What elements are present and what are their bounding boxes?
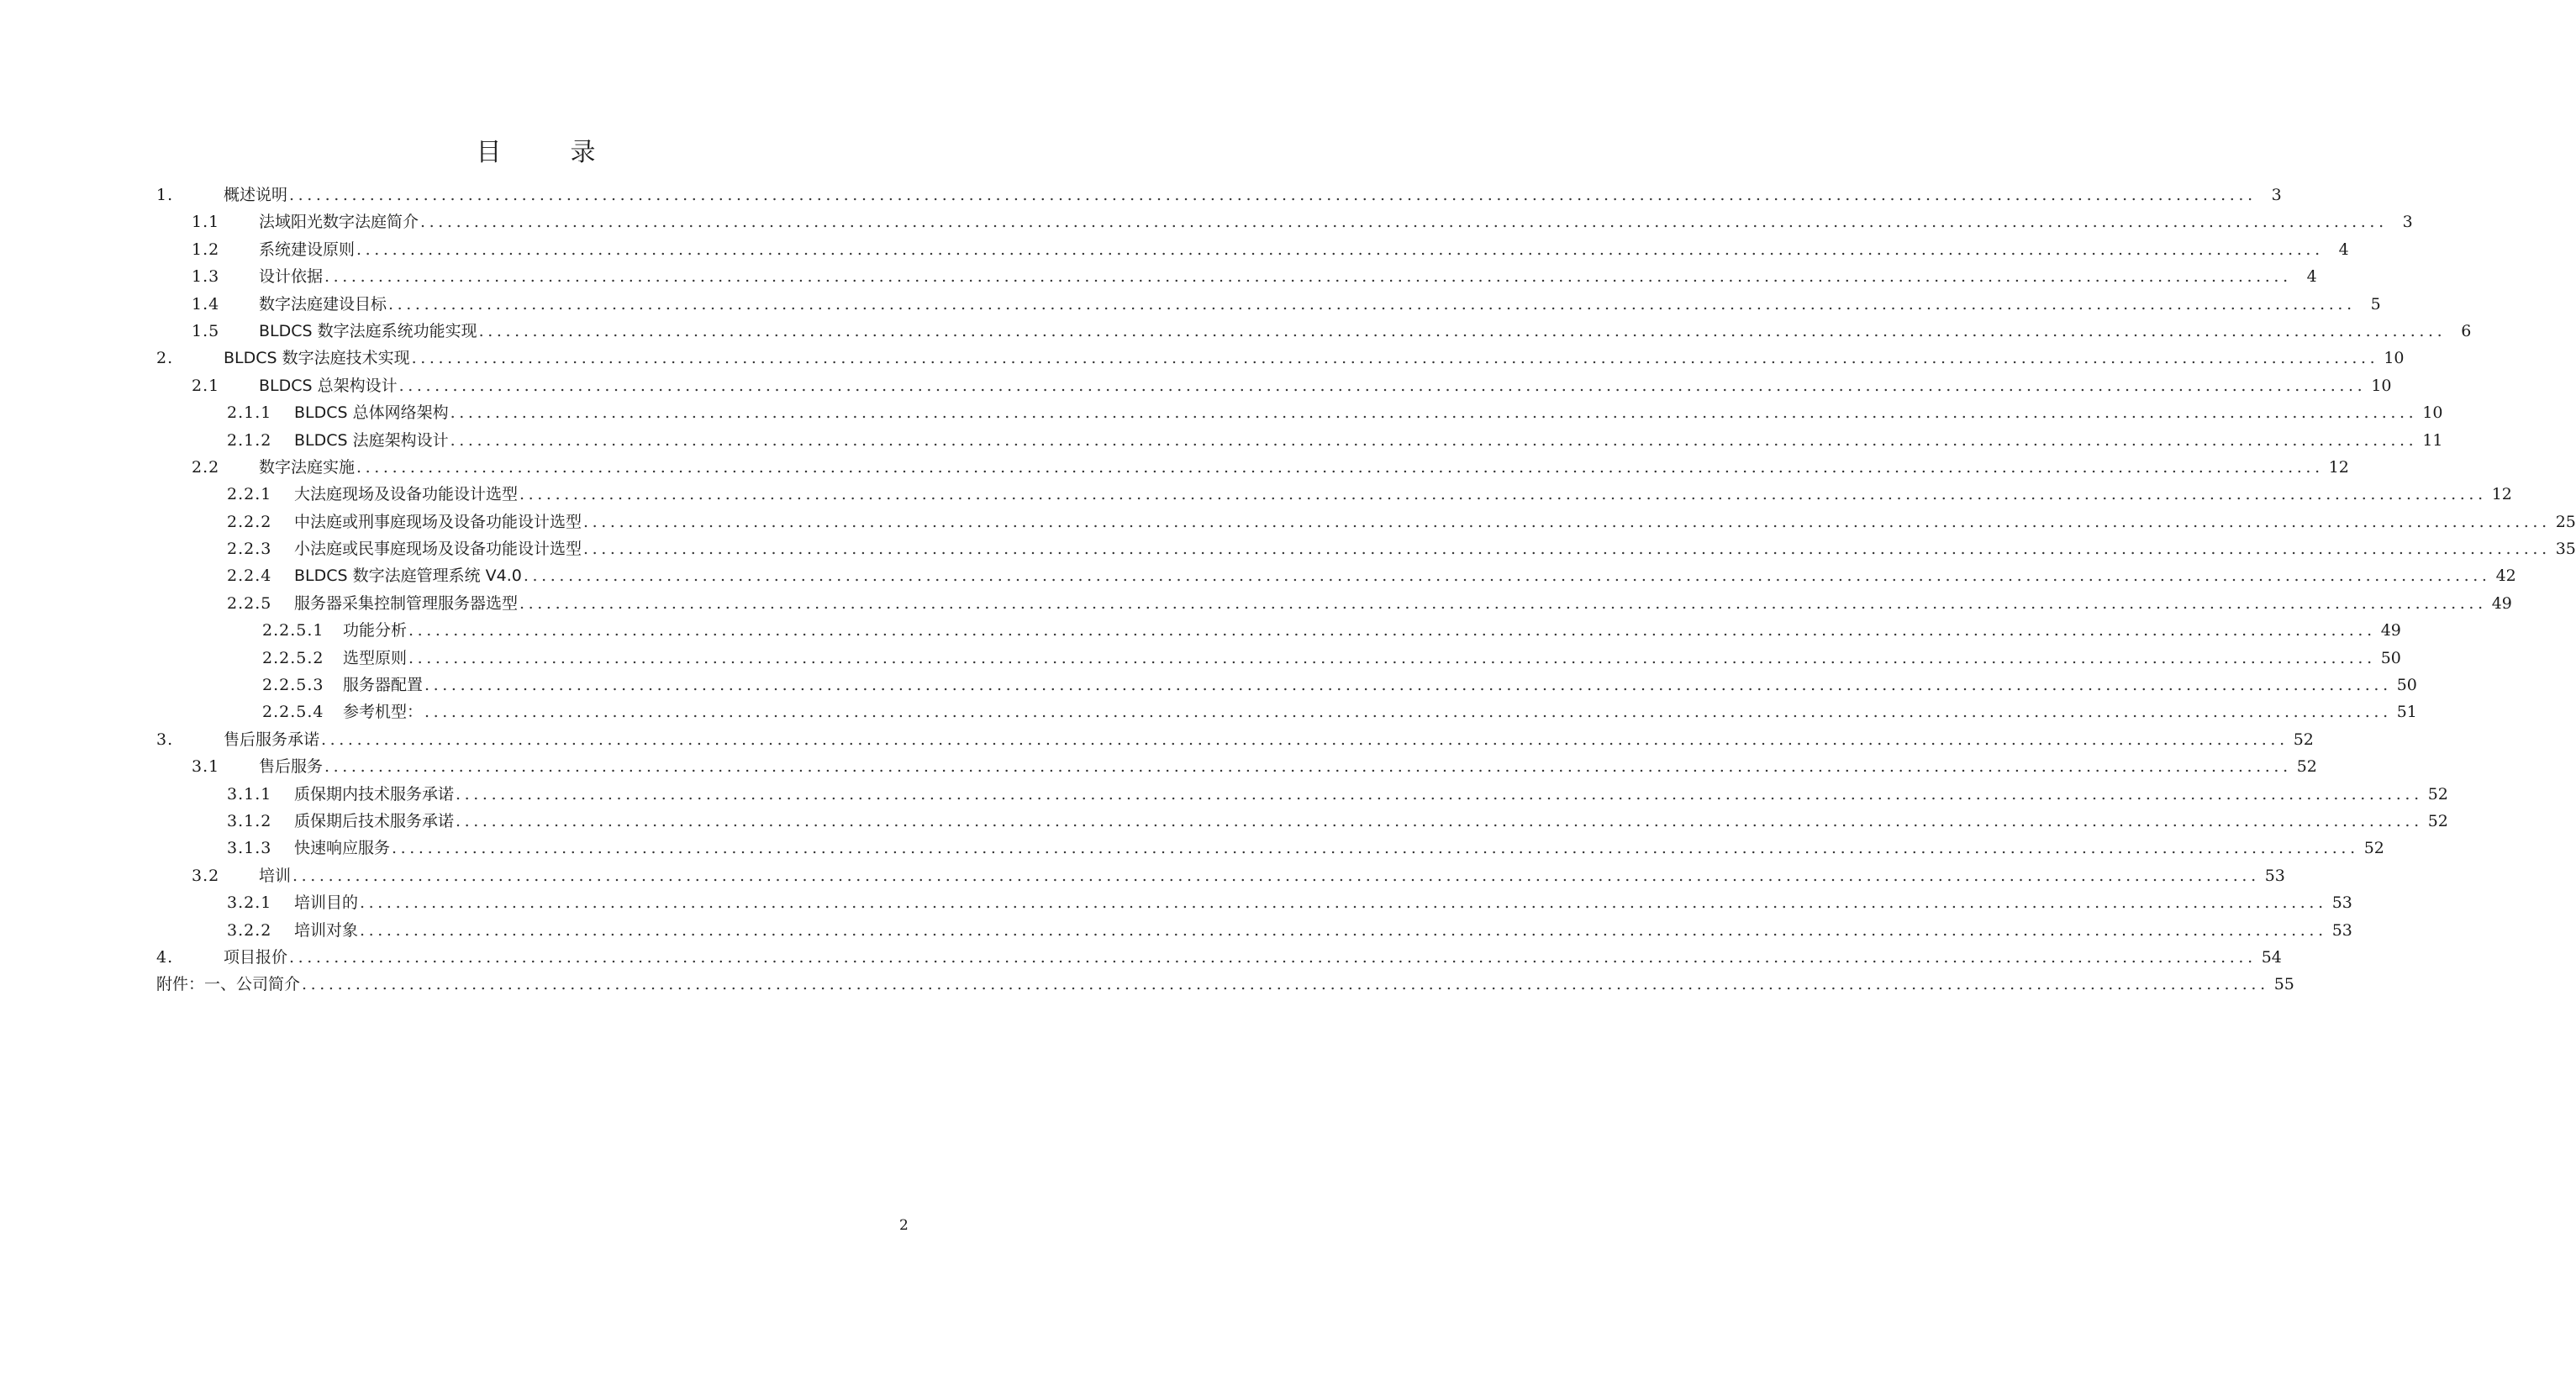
toc-entry-page: 4 [2306, 267, 2317, 287]
toc-dot-leader: ............................................................................................................................................................................................................................ [289, 947, 2257, 967]
toc-entry-title: BLDCS 总架构设计 [259, 376, 398, 395]
toc-entry-title: 数字法庭建设目标 [259, 294, 387, 314]
toc-entry[interactable] [156, 971, 2294, 998]
toc-entry[interactable] [156, 208, 2413, 235]
toc-entry[interactable] [156, 182, 2282, 208]
toc-entry-number: 3.1 [192, 757, 220, 777]
toc-dot-leader: ............................................................................................................................................................................................................................ [360, 893, 2327, 913]
toc-dot-leader: ............................................................................................................................................................................................................................ [478, 321, 2447, 340]
toc-entry-page: 10 [2422, 403, 2443, 423]
toc-entry-number: 1.5 [192, 321, 220, 340]
toc-entry-title: 设计依据 [259, 267, 324, 287]
toc-entry[interactable] [156, 944, 2282, 971]
toc-dot-leader: ............................................................................................................................................................................................................................ [321, 730, 2289, 749]
toc-dot-leader: ............................................................................................................................................................................................................................ [289, 186, 2257, 204]
toc-entry-number: 2.2.2 [227, 512, 272, 531]
toc-entry-number: 1.1 [192, 213, 220, 232]
toc-entry[interactable] [156, 372, 2392, 399]
toc-entry-page: 52 [2427, 784, 2448, 804]
toc-dot-leader: ............................................................................................................................................................................................................................ [583, 540, 2551, 559]
toc-dot-leader: ............................................................................................................................................................................................................................ [424, 703, 2392, 722]
toc-entry-page: 3 [2271, 186, 2282, 204]
toc-entry-number: 1.2 [192, 240, 220, 259]
toc-dot-leader: ............................................................................................................................................................................................................................ [523, 567, 2491, 586]
toc-entry[interactable] [156, 617, 2401, 644]
toc-dot-leader: ............................................................................................................................................................................................................................ [420, 213, 2388, 232]
toc-entry[interactable] [156, 399, 2443, 426]
toc-entry-page: 55 [2273, 975, 2294, 994]
toc-dot-leader: ............................................................................................................................................................................................................................ [392, 839, 2359, 858]
toc-entry-page: 11 [2422, 430, 2443, 450]
toc-dot-leader: ............................................................................................................................................................................................................................ [388, 294, 2356, 314]
toc-entry-page: 10 [2371, 376, 2392, 395]
page-number: 2 [899, 1217, 909, 1234]
toc-entry[interactable] [156, 726, 2314, 753]
toc-entry[interactable] [156, 698, 2417, 725]
toc-entry-number: 3.1.2 [227, 811, 272, 830]
toc-dot-leader: ............................................................................................................................................................................................................................ [456, 784, 2423, 804]
toc-entry-number: 2.1 [192, 376, 220, 395]
toc-dot-leader: ............................................................................................................................................................................................................................ [456, 811, 2423, 830]
toc-entry[interactable] [156, 562, 2516, 589]
toc-entry-number: 2.1.1 [227, 403, 272, 423]
toc-entry-number: 2.2.1 [227, 485, 272, 504]
toc-entry-title: 选型原则 [343, 648, 408, 667]
toc-entry-number: 2.2.5.4 [262, 703, 324, 722]
toc-entry-page: 4 [2338, 240, 2349, 259]
toc-entry[interactable] [156, 291, 2381, 318]
toc-dot-leader: ............................................................................................................................................................................................................................ [324, 267, 2292, 287]
toc-entry-title: 项目报价 [224, 947, 288, 967]
toc-entry-title: 系统建设原则 [259, 240, 356, 259]
toc-dot-leader: ............................................................................................................................................................................................................................ [356, 240, 2324, 259]
toc-entry-title: BLDCS 数字法庭管理系统 V4.0 [294, 567, 522, 586]
toc-entry-page: 25 [2555, 512, 2576, 531]
toc-entry-page: 53 [2264, 866, 2285, 885]
toc-entry-number: 1.4 [192, 294, 220, 314]
toc-entry-title: 中法庭或刑事庭现场及设备功能设计选型 [294, 512, 582, 531]
toc-dot-leader: ............................................................................................................................................................................................................................ [292, 866, 2260, 885]
toc-entry[interactable] [156, 889, 2352, 916]
toc-title: 目 录 [476, 138, 618, 167]
toc-entry[interactable] [156, 835, 2384, 862]
toc-entry-number: 3.1.1 [227, 784, 272, 804]
toc-dot-leader: ............................................................................................................................................................................................................................ [519, 485, 2487, 504]
toc-entry-number: 2. [156, 349, 174, 368]
toc-entry[interactable] [156, 590, 2512, 617]
toc-entry-title: 服务器配置 [343, 676, 424, 695]
toc-entry[interactable] [156, 318, 2472, 345]
toc-entry-title: 质保期内技术服务承诺 [294, 784, 455, 804]
toc-entry[interactable] [156, 781, 2448, 808]
toc-entry-title: 大法庭现场及设备功能设计选型 [294, 485, 519, 504]
toc-dot-leader: ............................................................................................................................................................................................................................ [583, 512, 2551, 531]
toc-entry-page: 12 [2491, 485, 2512, 504]
toc-entry-number: 3.1.3 [227, 839, 272, 858]
toc-dot-leader: ............................................................................................................................................................................................................................ [424, 676, 2392, 695]
toc-entry-title: 附件：一、公司简介 [156, 975, 301, 994]
toc-entry-number: 2.2.4 [227, 567, 272, 586]
toc-entry[interactable] [156, 454, 2349, 481]
toc-entry-page: 53 [2331, 893, 2352, 913]
toc-dot-leader: ............................................................................................................................................................................................................................ [519, 593, 2487, 613]
toc-entry-title: 培训对象 [294, 920, 359, 940]
toc-entry-page: 10 [2384, 349, 2405, 368]
toc-entry-title: 培训 [259, 866, 292, 885]
toc-entry[interactable] [156, 808, 2448, 835]
toc-entry[interactable] [156, 862, 2285, 889]
toc-entry-number: 3. [156, 730, 174, 749]
toc-entry-page: 35 [2555, 540, 2576, 559]
toc-entry-page: 50 [2396, 676, 2417, 695]
toc-entry-number: 4. [156, 947, 174, 967]
toc-entry-page: 52 [2427, 811, 2448, 830]
toc-entry-page: 53 [2331, 920, 2352, 940]
toc-dot-leader: ............................................................................................................................................................................................................................ [408, 648, 2376, 667]
toc-dot-leader: ............................................................................................................................................................................................................................ [411, 349, 2379, 368]
toc-entry[interactable] [156, 645, 2401, 672]
toc-entry-page: 42 [2495, 567, 2516, 586]
toc-entry-title: 售后服务 [259, 757, 324, 777]
toc-entry[interactable] [156, 509, 2576, 535]
toc-entry-number: 2.1.2 [227, 430, 272, 450]
toc-entry-page: 52 [2296, 757, 2317, 777]
toc-entry-title: BLDCS 数字法庭系统功能实现 [259, 321, 477, 340]
toc-dot-leader: ............................................................................................................................................................................................................................ [408, 621, 2376, 640]
toc-entry-title: 概述说明 [224, 186, 288, 204]
toc-entry-number: 2.2.3 [227, 540, 272, 559]
toc-entry-number: 3.2 [192, 866, 220, 885]
toc-entry-page: 6 [2461, 321, 2472, 340]
toc-entry-title: 小法庭或民事庭现场及设备功能设计选型 [294, 540, 582, 559]
toc-entry[interactable] [156, 917, 2352, 944]
toc-entry-title: 参考机型： [343, 703, 424, 722]
toc-dot-leader: ............................................................................................................................................................................................................................ [450, 430, 2418, 450]
toc-entry-number: 2.2.5.1 [262, 621, 324, 640]
toc-dot-leader: ............................................................................................................................................................................................................................ [398, 376, 2367, 395]
toc-entry-title: 功能分析 [343, 621, 408, 640]
toc-entry-title: 法域阳光数字法庭简介 [259, 213, 419, 232]
toc-dot-leader: ............................................................................................................................................................................................................................ [356, 457, 2324, 477]
toc-entry-number: 1.3 [192, 267, 220, 287]
table-of-contents [156, 182, 2576, 999]
toc-entry-page: 49 [2380, 621, 2401, 640]
toc-entry-number: 3.2.1 [227, 893, 272, 913]
toc-entry-page: 52 [2363, 839, 2384, 858]
toc-dot-leader: ............................................................................................................................................................................................................................ [450, 403, 2418, 423]
toc-entry-title: BLDCS 数字法庭技术实现 [224, 349, 410, 368]
toc-entry[interactable] [156, 263, 2317, 290]
toc-entry-title: 快速响应服务 [294, 839, 391, 858]
toc-entry-title: 售后服务承诺 [224, 730, 320, 749]
toc-entry[interactable] [156, 535, 2576, 562]
toc-entry-page: 52 [2293, 730, 2314, 749]
toc-dot-leader: ............................................................................................................................................................................................................................ [324, 757, 2292, 777]
toc-entry-page: 51 [2396, 703, 2417, 722]
toc-entry-page: 5 [2370, 294, 2381, 314]
toc-entry[interactable] [156, 236, 2349, 263]
toc-entry[interactable] [156, 753, 2317, 780]
toc-entry-page: 49 [2491, 593, 2512, 613]
toc-entry-number: 2.2 [192, 457, 220, 477]
toc-entry-number: 2.2.5 [227, 593, 272, 613]
toc-entry-page: 54 [2261, 947, 2282, 967]
toc-entry-title: BLDCS 总体网络架构 [294, 403, 449, 423]
toc-entry[interactable] [156, 345, 2405, 372]
toc-entry[interactable] [156, 481, 2512, 508]
toc-entry[interactable] [156, 672, 2417, 698]
toc-entry-number: 1. [156, 186, 174, 204]
toc-entry-number: 3.2.2 [227, 920, 272, 940]
toc-dot-leader: ............................................................................................................................................................................................................................ [360, 920, 2327, 940]
toc-entry[interactable] [156, 427, 2443, 454]
toc-entry-title: BLDCS 法庭架构设计 [294, 430, 449, 450]
toc-entry-number: 2.2.5.2 [262, 648, 324, 667]
toc-entry-number: 2.2.5.3 [262, 676, 324, 695]
toc-entry-page: 50 [2380, 648, 2401, 667]
toc-entry-page: 12 [2328, 457, 2349, 477]
toc-entry-title: 培训目的 [294, 893, 359, 913]
toc-entry-title: 服务器采集控制管理服务器选型 [294, 593, 519, 613]
toc-entry-page: 3 [2402, 213, 2413, 232]
toc-entry-title: 质保期后技术服务承诺 [294, 811, 455, 830]
toc-dot-leader: ............................................................................................................................................................................................................................ [302, 975, 2269, 994]
toc-entry-title: 数字法庭实施 [259, 457, 356, 477]
